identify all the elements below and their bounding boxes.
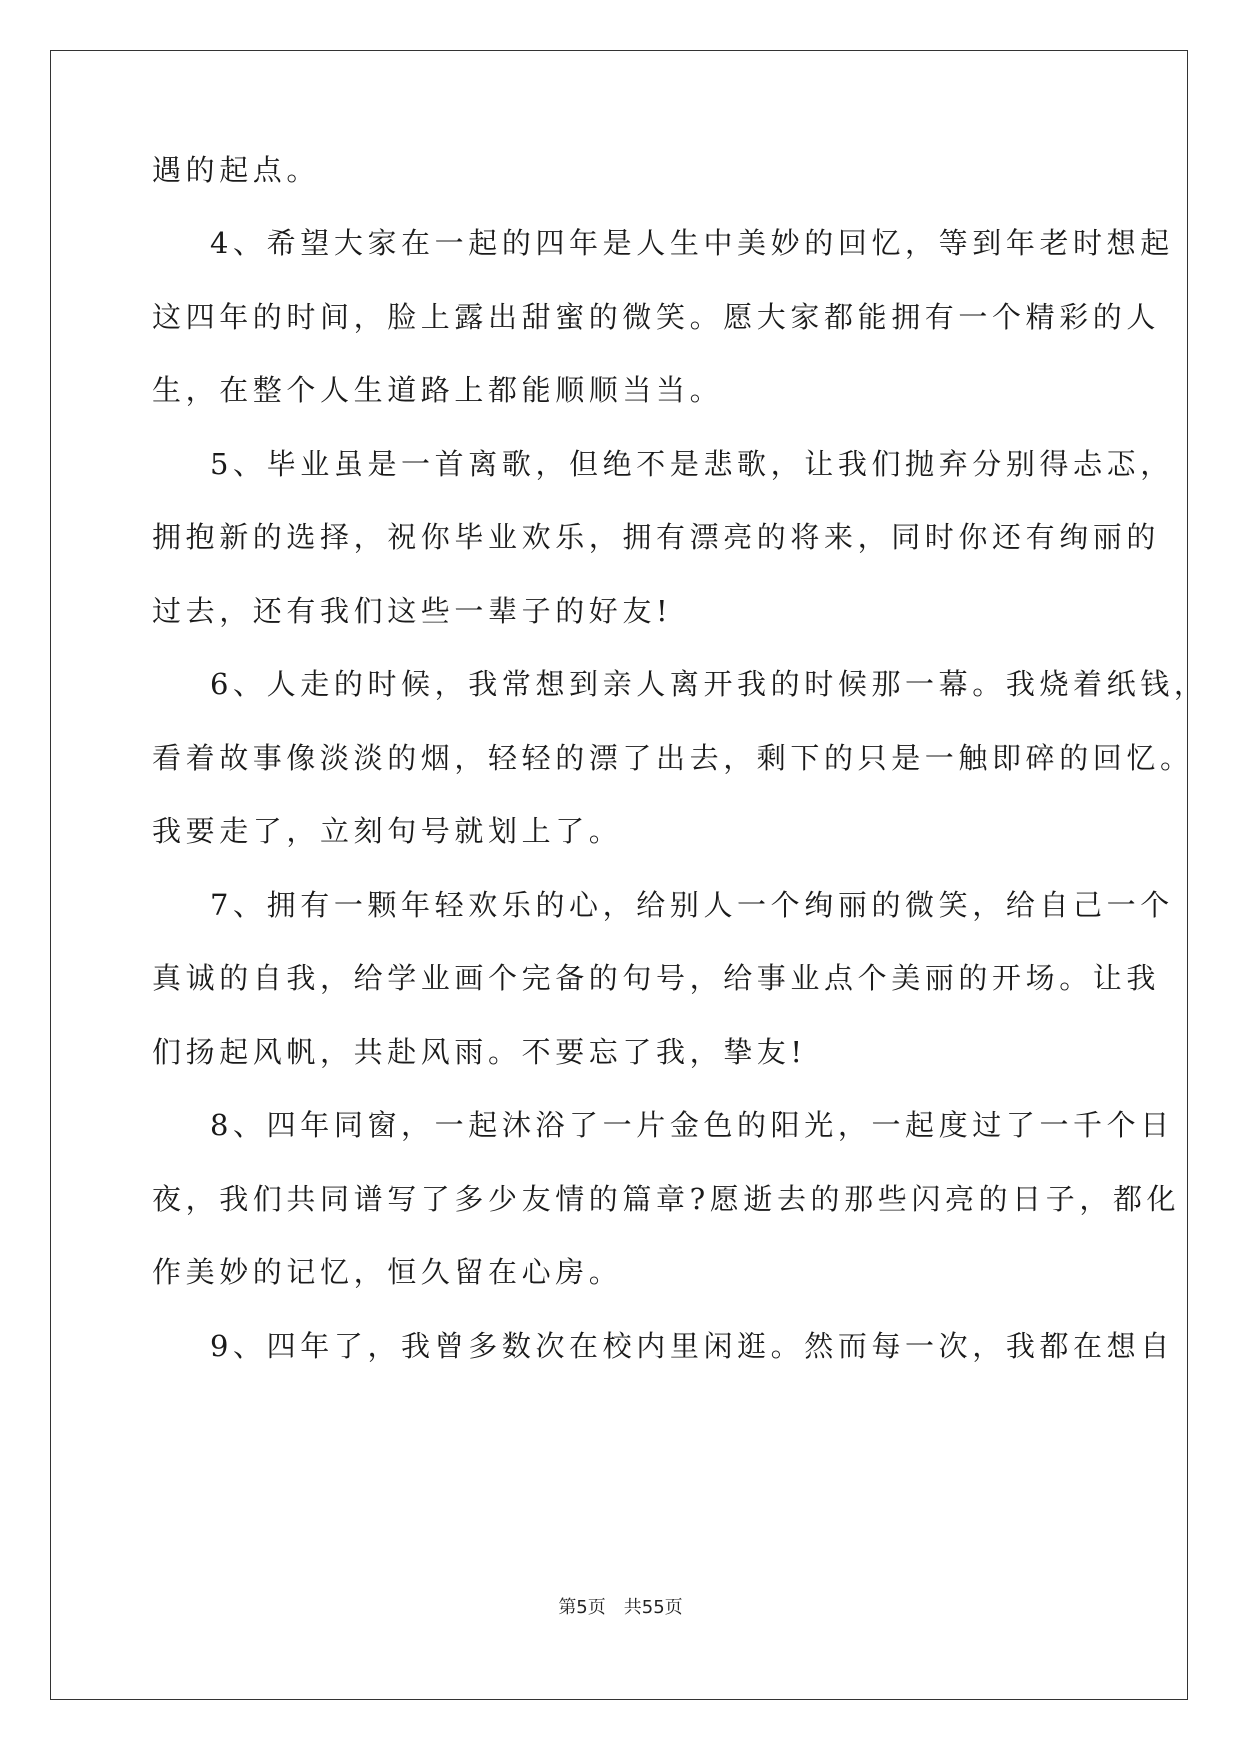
text-line: 这四年的时间，脸上露出甜蜜的微笑。愿大家都能拥有一个精彩的人 xyxy=(152,300,1161,334)
paragraph-5-start: 5、毕业虽是一首离歌，但绝不是悲歌，让我们抛弃分别得忐忑， xyxy=(210,447,1174,481)
text-line: 看着故事像淡淡的烟，轻轻的漂了出去，剩下的只是一触即碎的回忆。 xyxy=(152,741,1194,775)
text-line xyxy=(152,885,1174,925)
text-line: 们扬起风帆，共赴风雨。不要忘了我，挚友! xyxy=(152,1035,807,1069)
page-footer xyxy=(0,1596,1241,1620)
text-line xyxy=(152,664,1207,704)
text-line: 遇的起点。 xyxy=(152,153,321,187)
text-line: 真诚的自我，给学业画个完备的句号，给事业点个美丽的开场。让我 xyxy=(152,961,1161,995)
paragraph-7-start: 7、拥有一颗年轻欢乐的心，给别人一个绚丽的微笑，给自己一个 xyxy=(210,888,1174,922)
text-line xyxy=(152,444,1174,484)
page-total: 共55页 xyxy=(623,1597,683,1618)
paragraph-6-start: 6、人走的时候，我常想到亲人离开我的时候那一幕。我烧着纸钱， xyxy=(210,667,1208,701)
text-line: 夜，我们共同谱写了多少友情的篇章?愿逝去的那些闪亮的日子，都化 xyxy=(152,1182,1181,1216)
text-line: 生，在整个人生道路上都能顺顺当当。 xyxy=(152,373,724,407)
text-line xyxy=(152,223,1174,263)
text-line xyxy=(152,1105,1174,1145)
text-line: 我要走了，立刻句号就划上了。 xyxy=(152,814,623,848)
paragraph-9-start: 9、四年了，我曾多数次在校内里闲逛。然而每一次，我都在想自 xyxy=(210,1329,1174,1363)
text-line: 作美妙的记忆，恒久留在心房。 xyxy=(152,1255,623,1289)
text-line: 拥抱新的选择，祝你毕业欢乐，拥有漂亮的将来，同时你还有绚丽的 xyxy=(152,520,1161,554)
text-line xyxy=(152,1326,1174,1366)
paragraph-4-start: 4、希望大家在一起的四年是人生中美妙的回忆，等到年老时想起 xyxy=(210,226,1174,260)
paragraph-8-start: 8、四年同窗，一起沐浴了一片金色的阳光，一起度过了一千个日 xyxy=(210,1108,1174,1142)
text-line: 过去，还有我们这些一辈子的好友! xyxy=(152,594,673,628)
page-number: 第5页 xyxy=(558,1597,606,1618)
